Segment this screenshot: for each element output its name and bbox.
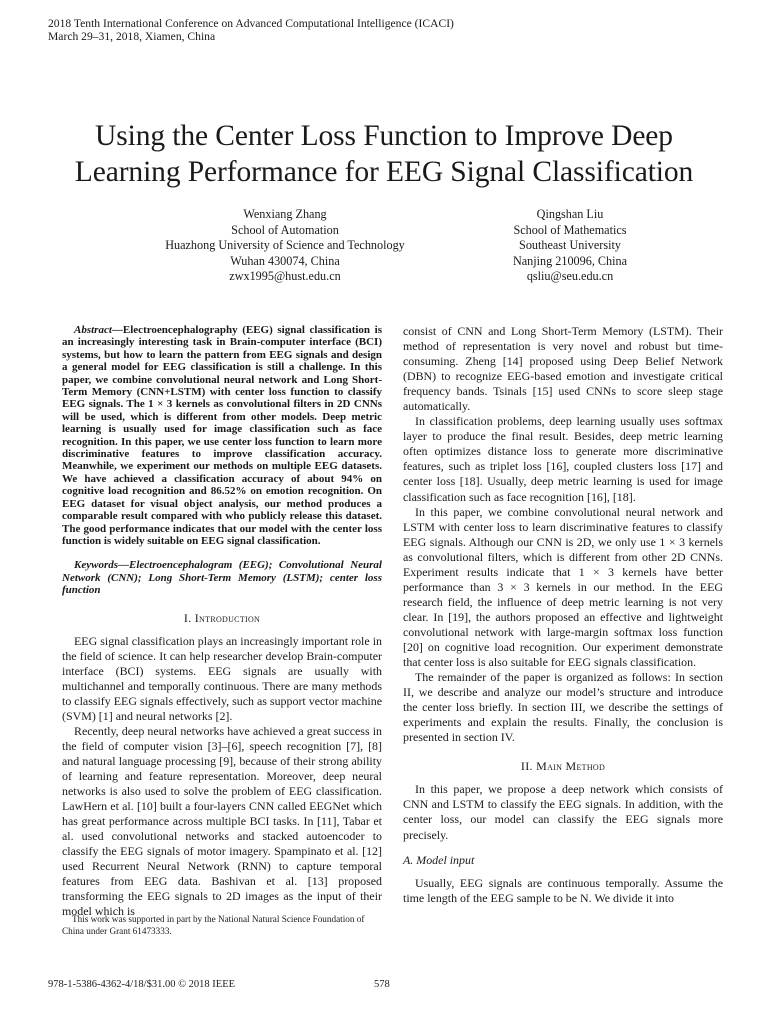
conference-name: 2018 Tenth International Conference on Advanced Computational Intelligence (ICACI) xyxy=(48,17,454,30)
page-number: 578 xyxy=(374,979,390,990)
abstract-text: —Electroencephalography (EEG) signal classification is an increasingly interesting task in Brain-computer interface (BCI) systems, but how to learn the pattern from EEG signals and design a general model for EEG classification is still a challenge. In this paper, we combine convolutional neural network and Long Short-Term Memory (CNN+LSTM) with center loss function to classify EEG signals. The 1 × 3 kernels as convolutional filters in 2D CNNs will be used, which is different from other models. Deep metric learning is usually used for image classification such as face recognition. In this paper, we use center loss function to learn more discriminative features to improve classification accuracy. Meanwhile, we experiment our methods on multiple EEG datasets. We have achieved a classification accuracy of about 94% on cognitive load recognition and 86.52% on emotion recognition. On EEG dataset for visual object analysis, our method produces a comparable result compared with who publicly release this dataset. The good performance indicates that our model with the center loss function is widely suitable on EEG signal classification. xyxy=(62,324,382,547)
author-affiliation: Huazhong University of Science and Technology xyxy=(165,238,405,252)
section-heading-main-method: II. Main Method xyxy=(520,759,606,774)
author-affiliation: Southeast University xyxy=(519,238,621,252)
title-line-2: Learning Performance for EEG Signal Classification xyxy=(74,156,694,188)
copyright-footer: 978-1-5386-4362-4/18/$31.00 © 2018 IEEE xyxy=(48,979,236,990)
author-block-1 xyxy=(150,207,420,285)
paragraph: In this paper, we combine convolutional neural network and LSTM with center loss to learn discriminative features to classify EEG signals. Although our CNN is 2D, we only use 1 × 3 kernels as convolutional filters, which is different from other 2D CNNs. Experiment results indicate that 1 × 3 kernels have better performance than 3 × 3 kernels in our method. In the EEG research field, the influence of deep metric learning is not very clear. In [19], the authors proposed an effective and lightweight convolutional network with large-margin softmax loss function [20] on cognitive load recognition. Our experiment demonstrate that center loss is also suitable for EEG signals classification. xyxy=(403,504,723,670)
abstract-lead: Abstract xyxy=(74,324,112,336)
author-city: Wuhan 430074, China xyxy=(230,253,340,268)
paragraph: Recently, deep neural networks have achieved a great success in the field of computer vision [3]–[6], speech recognition [7], [8] and natural language processing [9], because of their strong ability of learning and feature representation. Moreover, deep neural networks is also used to solve the problem of EEG classification. LawHern et al. [10] built a four-layers CNN called EEGNet which has great performance across multiple BCI tasks. In [11], Tabar et al. used convolutional networks and stacked autoencoder to classify the EEG signals of motor imagery. Spampinato et al. [12] used Recurrent Neural Network (RNN) to capture temporal features from EEG data. Bashivan et al. [13] proposed transforming the EEG signals to 2D images as the input of their model which is xyxy=(62,723,382,919)
author-block-2 xyxy=(460,207,680,285)
author-department: School of Mathematics xyxy=(513,222,627,237)
author-name: Qingshan Liu xyxy=(536,207,604,221)
paper-title xyxy=(0,118,768,190)
author-email: zwx1995@hust.edu.cn xyxy=(229,269,341,283)
title-line-1: Using the Center Loss Function to Improve Deep xyxy=(95,120,673,152)
paragraph: The remainder of the paper is organized as follows: In section II, we describe and analyze our model’s structure and introduce the center loss briefly. In section III, we describe the settings of experiments and explain the results. Finally, the conclusion is presented in section IV. xyxy=(403,670,723,745)
subsection-heading-model-input: A. Model input xyxy=(403,852,475,867)
abstract xyxy=(62,324,382,547)
keywords: Keywords—Electroencephalogram (EEG); Convolutional Neural Network (CNN); Long Short-Term Memory (LSTM); center loss function xyxy=(62,559,382,597)
paragraph: In classification problems, deep learning usually uses softmax layer to produce the final result. Besides, deep metric learning often optimizes distance loss to generate more discriminative features, such as triplet loss [16], coupled clusters loss [17] and center loss [18]. Usually, deep metric learning is used for image classification such as face recognition [16], [18]. xyxy=(403,414,723,504)
conference-dates: March 29–31, 2018, Xiamen, China xyxy=(48,30,216,43)
author-name: Wenxiang Zhang xyxy=(243,207,327,221)
author-city: Nanjing 210096, China xyxy=(512,253,628,268)
left-column xyxy=(62,324,382,919)
footnote: This work was supported in part by the National Natural Science Foundation of China under Grant 61473333. xyxy=(62,914,365,936)
conference-header xyxy=(48,17,454,43)
paragraph: Usually, EEG signals are continuous temporally. Assume the time length of the EEG sample to be N. We divide it into xyxy=(403,875,723,905)
author-email: qsliu@seu.edu.cn xyxy=(526,269,614,283)
section-heading-introduction: I. Introduction xyxy=(183,610,261,625)
paragraph: EEG signal classification plays an increasingly important role in the field of science. It can help researcher develop Brain-computer interface (BCI) systems. EEG signals are usually with multichannel and temporally continuous. There are many methods to classify EEG signals effectively, such as support vector machine (SVM) [1] and neural networks [2]. xyxy=(62,633,382,723)
paragraph: consist of CNN and Long Short-Term Memory (LSTM). Their method of representation is very novel and robust but time-consuming. Zheng [14] proposed using Deep Belief Network (DBN) to recognize EEG-based emotion and investigate critical frequency bands. Tsinals [15] used CNNs to score sleep stage automatically. xyxy=(403,324,723,414)
paragraph: In this paper, we propose a deep network which consists of CNN and LSTM to classify the EEG signals. In addition, with the center loss, our model can classify the EEG signals more precisely. xyxy=(403,782,723,842)
right-column xyxy=(403,324,723,906)
author-department: School of Automation xyxy=(231,222,339,237)
